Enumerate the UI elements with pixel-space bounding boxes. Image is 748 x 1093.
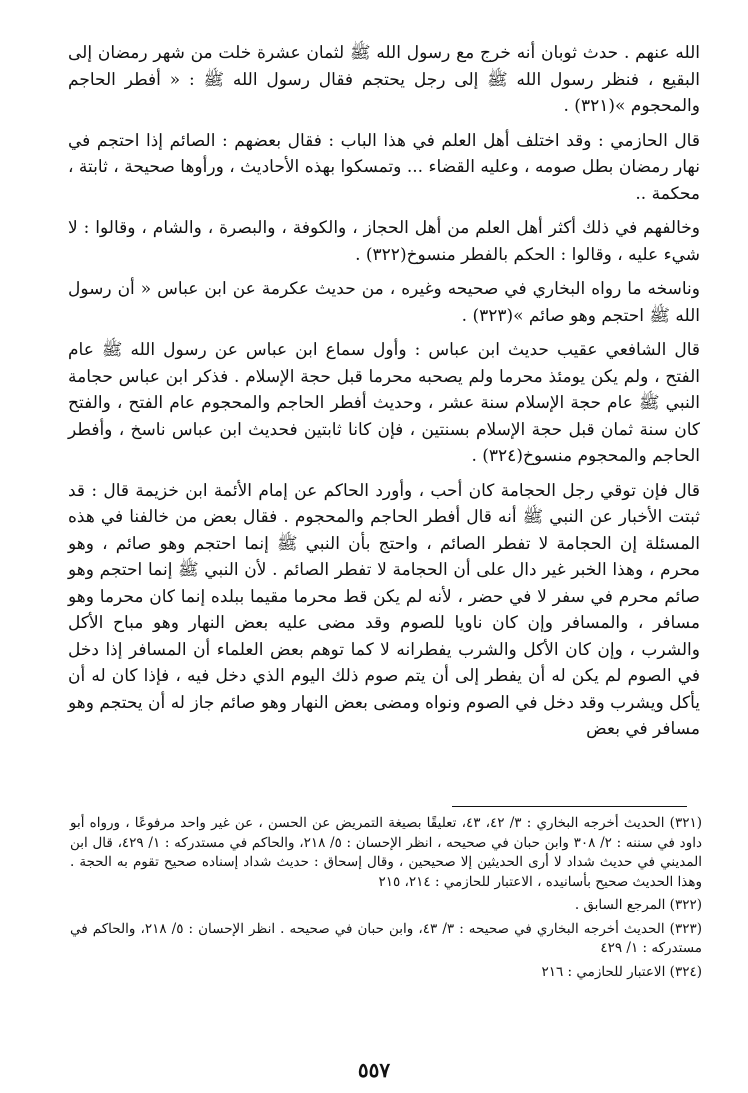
paragraph-6: قال فإن توقي رجل الحجامة كان أحب ، وأورد الحاكم عن إمام الأئمة ابن خزيمة قال : قد ثبتت الأخبار عن النبي ﷺ أنه قال أفطر الحاجم والمحجوم . فقال بعض من خالفنا في هذه المسئلة إن الحجامة لا تفطر الصائم ، واحتج بأن النبي ﷺ إنما احتجم وهو صائم ، وهو محرم ، وهذا الخبر غير دال على أن الحجامة لا تفطر الصائم . لأن النبي ﷺ إنما احتجم وهو صائم محرم في سفر لا في حضر ، لأنه لم يكن قط محرما مقيما ببلده إنما كان محرما وهو مسافر ، والمسافر وإن كان ناويا للصوم وقد مضى عليه بعض النهار وهو مباح الأكل والشرب ، وإن كان الأكل والشرب يفطرانه لا كما توهم بعض العلماء أن المسافر إذا دخل في الصوم لم يكن له أن يفطر إلى أن يتم صوم ذلك اليوم الذي دخل فيه ، فإذا كان له أن يأكل ويشرب وقد دخل في الصوم ونواه ومضى بعض النهار وهو صائم جاز له أن يحتجم وهو مسافر في بعض <box>68 480 700 739</box>
footnote-322: (٣٢٢) المرجع السابق . <box>574 897 702 913</box>
footnote-divider <box>452 806 687 807</box>
footnote-323: (٣٢٣) الحديث أخرجه البخاري في صحيحه : ٣/ ٤٣، وابن حبان في صحيحه . انظر الإحسان : ٥/ ٢١٨، والحاكم في مستدركه : ١/ ٤٢٩ <box>70 920 702 956</box>
footnote-321: (٣٢١) الحديث أخرجه البخاري : ٣/ ٤٢، ٤٣، تعليقًا بصيغة التمريض عن الحسن ، عن غير واحد مرفوعًا ، ورواه أبو داود في سننه : ٢/ ٣٠٨ وابن حبان في صحيحه ، انظر الإحسان : ٥/ ٢١٨، والحاكم في مستدركه : ١/ ٤٢٩، قال ابن المديني في حديث شداد لا أرى الحديثين إلا صحيحين ، وقال إسحاق : حديث شداد إسناده صحيح تقوم به الحجة . وهذا الحديث صحيح بأسانيده ، الاعتبار للحازمي : ٢١٤، ٢١٥ <box>70 815 702 890</box>
footnote-324: (٣٢٤) الاعتبار للحازمي : ٢١٦ <box>541 963 702 980</box>
paragraph-4: وناسخه ما رواه البخاري في صحيحه وغيره ، من حديث عكرمة عن ابن عباس « أن رسول الله ﷺ احتجم وهو صائم »(٣٢٣) . <box>68 279 700 326</box>
paragraph-2: قال الحازمي : وقد اختلف أهل العلم في هذا الباب : فقال بعضهم : الصائم إذا احتجم في نهار رمضان بطل صومه ، وعليه القضاء ... وتمسكوا بهذه الأحاديث ، ورأوها صحيحة ، ثابتة ، محكمة .. <box>68 130 700 204</box>
page-number: ٥٥٧ <box>357 1058 391 1082</box>
footnotes <box>70 814 702 986</box>
paragraph-5: قال الشافعي عقيب حديث ابن عباس : وأول سماع ابن عباس عن رسول الله ﷺ عام الفتح ، ولم يكن يومئذ محرما ولم يصحبه محرما قبل حجة الإسلام . فذكر ابن عباس حجامة النبي ﷺ عام حجة الإسلام سنة عشر ، وحديث أفطر الحاجم والمحجوم عام الفتح ، والفتح كان سنة ثمان قبل حجة الإسلام بسنتين ، فإن كانا ثابتين فحديث ابن عباس ناسخ ، وأفطر الحاجم والمحجوم منسوخ(٣٢٤) . <box>68 340 700 466</box>
paragraph-1: الله عنهم . حدث ثوبان أنه خرج مع رسول الله ﷺ لثمان عشرة خلت من شهر رمضان إلى البقيع ، فنظر رسول الله ﷺ إلى رجل يحتجم فقال رسول الله ﷺ : « أفطر الحاجم والمحجوم »(٣٢١) . <box>68 43 700 116</box>
main-text <box>68 40 700 751</box>
paragraph-3: وخالفهم في ذلك أكثر أهل العلم من أهل الحجاز ، والكوفة ، والبصرة ، والشام ، وقالوا : لا شيء عليه ، وقالوا : الحكم بالفطر منسوخ(٣٢٢) . <box>68 218 700 265</box>
